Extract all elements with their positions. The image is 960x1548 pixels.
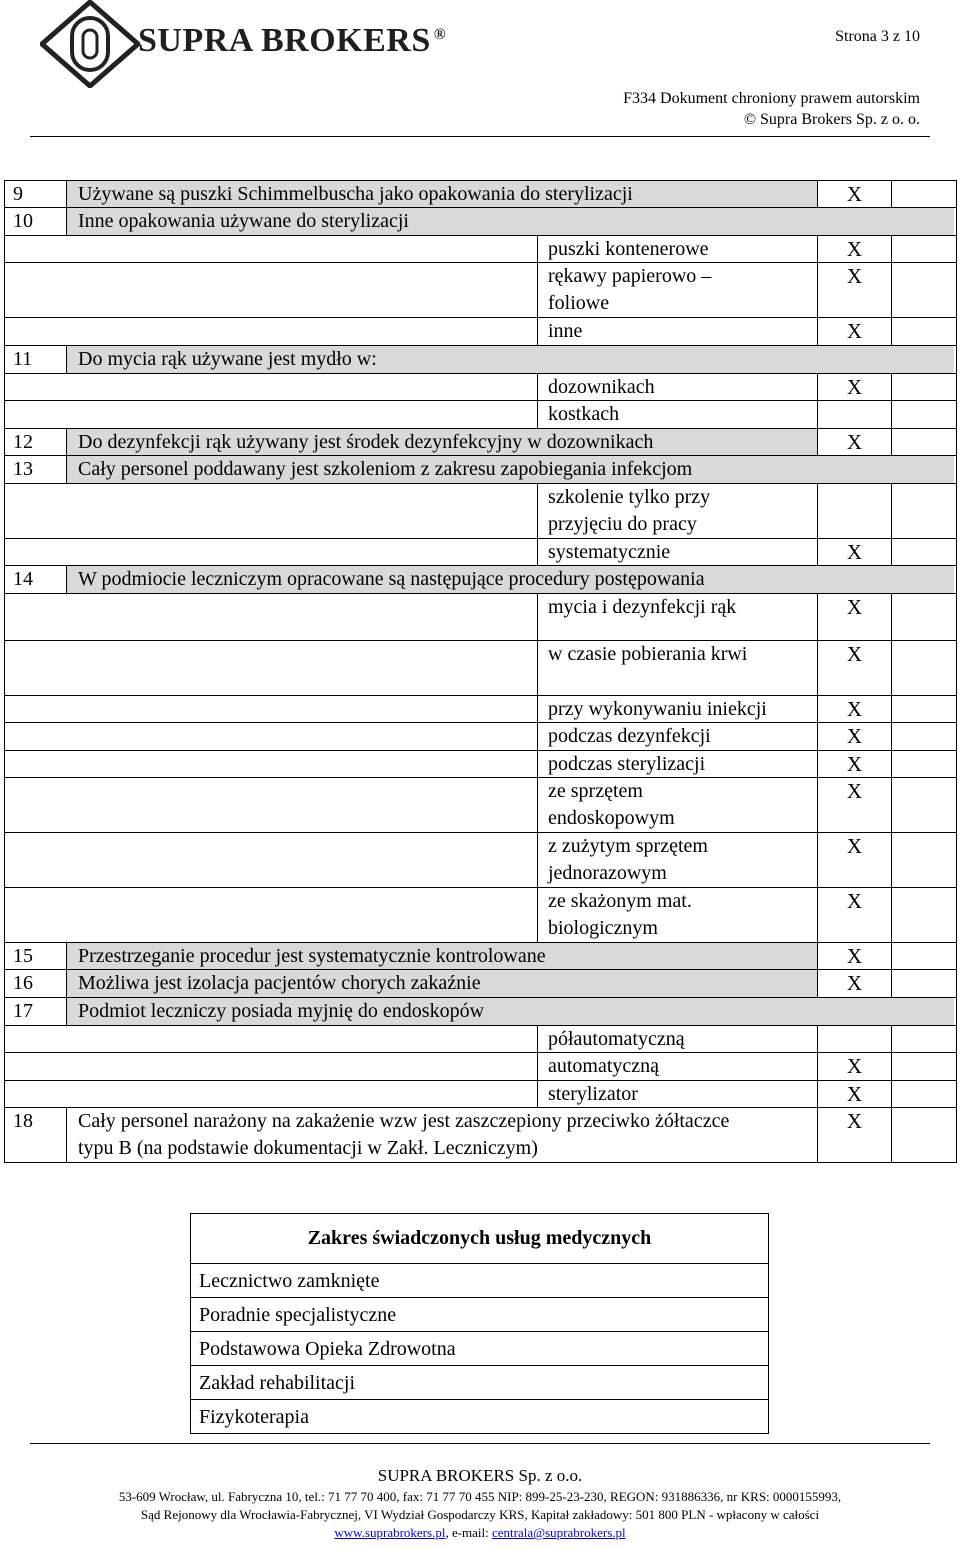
- table-row: [4, 594, 957, 641]
- answer-mark: [817, 1026, 891, 1052]
- empty-cell: [891, 484, 958, 538]
- answer-mark: X: [817, 181, 891, 207]
- empty-cell: [891, 943, 958, 969]
- answer-mark: X: [817, 1108, 891, 1162]
- option-label: rękawy papierowo – foliowe: [537, 263, 742, 317]
- copyright-note: [623, 88, 920, 130]
- option-label: systematycznie: [537, 539, 817, 565]
- empty-cell: [891, 888, 958, 942]
- service-item: Poradnie specjalistyczne: [190, 1298, 769, 1332]
- empty-cell: [891, 429, 958, 455]
- answer-mark: X: [817, 374, 891, 400]
- row-number: 11: [5, 346, 67, 373]
- option-label: puszki kontenerowe: [537, 236, 817, 262]
- empty-cell: [891, 778, 958, 832]
- answer-mark: X: [817, 696, 891, 722]
- question-text: Podmiot leczniczy posiada myjnię do endoskopów: [67, 998, 954, 1025]
- question-text: Do dezynfekcji rąk używany jest środek dezynfekcyjny w dozownikach: [67, 429, 817, 455]
- table-row: [4, 374, 957, 401]
- answer-mark: X: [817, 1053, 891, 1080]
- empty-cell: [891, 1081, 958, 1107]
- row-number: 14: [5, 566, 67, 593]
- table-row: [4, 180, 957, 208]
- table-row: [4, 751, 957, 778]
- answer-mark: X: [817, 641, 891, 695]
- row-number: 13: [5, 456, 67, 483]
- empty-cell: [891, 401, 958, 428]
- row-number: 15: [5, 943, 67, 969]
- empty-cell: [891, 751, 958, 777]
- document-code: F334 Dokument chroniony prawem autorskim: [623, 90, 920, 107]
- question-text: Używane są puszki Schimmelbuscha jako opakowania do sterylizacji: [67, 181, 817, 207]
- footer-company: SUPRA BROKERS Sp. z o.o.: [377, 1466, 583, 1485]
- service-item: Lecznictwo zamknięte: [190, 1264, 769, 1298]
- question-text: Możliwa jest izolacja pacjentów chorych zakaźnie: [67, 970, 817, 997]
- option-label: automatyczną: [537, 1053, 817, 1080]
- registered-mark: ®: [433, 26, 447, 43]
- table-row: [4, 208, 957, 236]
- table-row: [4, 236, 957, 263]
- option-label: podczas sterylizacji: [537, 751, 817, 777]
- answer-mark: [817, 484, 891, 538]
- answer-mark: X: [817, 943, 891, 969]
- empty-cell: [891, 723, 958, 750]
- option-label: kostkach: [537, 401, 817, 428]
- row-number: 17: [5, 998, 67, 1025]
- table-row: [4, 833, 957, 888]
- footer-contact: [0, 1525, 960, 1541]
- option-label: ze sprzętem endoskopowym: [537, 778, 742, 832]
- table-row: [4, 1053, 957, 1081]
- page-number: Strona 3 z 10: [835, 28, 920, 45]
- empty-cell: [891, 374, 958, 400]
- service-item: Zakład rehabilitacji: [190, 1366, 769, 1400]
- row-number: 10: [5, 208, 67, 235]
- table-row: [4, 401, 957, 429]
- row-number: 12: [5, 429, 67, 455]
- table-row: [4, 1108, 957, 1163]
- option-label: sterylizator: [537, 1081, 817, 1107]
- email-label: , e-mail:: [445, 1525, 493, 1540]
- question-text: Do mycia rąk używane jest mydło w:: [67, 346, 954, 373]
- empty-cell: [891, 1053, 958, 1080]
- table-row: [4, 696, 957, 723]
- answer-mark: X: [817, 236, 891, 262]
- question-text: Inne opakowania używane do sterylizacji: [67, 208, 954, 235]
- footer-registry: Sąd Rejonowy dla Wrocławia-Fabrycznej, VI Wydział Gospodarczy KRS, Kapitał zakładowy: 501 800 PLN - wpłacony w całości: [140, 1507, 820, 1522]
- table-row: [4, 1026, 957, 1053]
- service-item: Fizykoterapia: [190, 1400, 769, 1434]
- answer-mark: X: [817, 594, 891, 640]
- header-divider: [30, 136, 930, 137]
- empty-cell: [891, 318, 958, 345]
- copyright-owner: © Supra Brokers Sp. z o. o.: [743, 111, 920, 128]
- answer-mark: X: [817, 751, 891, 777]
- option-label: półautomatyczną: [537, 1026, 817, 1052]
- table-row: [4, 641, 957, 696]
- empty-cell: [891, 696, 958, 722]
- answer-mark: X: [817, 429, 891, 455]
- services-title: Zakres świadczonych usług medycznych: [190, 1213, 769, 1264]
- answer-mark: X: [817, 888, 891, 942]
- empty-cell: [891, 539, 958, 565]
- row-number: 16: [5, 970, 67, 997]
- option-label: ze skażonym mat. biologicznym: [537, 888, 757, 942]
- email-link[interactable]: centrala@suprabrokers.pl: [492, 1525, 626, 1540]
- question-text: W podmiocie leczniczym opracowane są następujące procedury postępowania: [67, 566, 954, 593]
- table-row: [4, 723, 957, 751]
- answer-mark: X: [817, 318, 891, 345]
- table-row: [4, 998, 957, 1026]
- checklist-table: [4, 180, 957, 1163]
- answer-mark: X: [817, 778, 891, 832]
- footer-divider: [30, 1443, 930, 1444]
- website-link[interactable]: www.suprabrokers.pl: [334, 1525, 446, 1540]
- answer-mark: X: [817, 970, 891, 997]
- option-label: szkolenie tylko przy przyjęciu do pracy: [537, 484, 742, 538]
- table-row: [4, 566, 957, 594]
- table-row: [4, 970, 957, 998]
- empty-cell: [891, 970, 958, 997]
- brand-name: SUPRA BROKERS ®: [138, 22, 447, 59]
- service-item: Podstawowa Opieka Zdrowotna: [190, 1332, 769, 1366]
- empty-cell: [891, 236, 958, 262]
- table-row: [4, 346, 957, 374]
- option-label: inne: [537, 318, 817, 345]
- option-label: z zużytym sprzętem jednorazowym: [537, 833, 757, 887]
- answer-mark: X: [817, 1081, 891, 1107]
- footer-address: 53-609 Wrocław, ul. Fabryczna 10, tel.: 71 77 70 400, fax: 71 77 70 455 NIP: 899-25-23-230, REGON: 931886336, nr KRS: 0000155993,: [118, 1489, 842, 1504]
- table-row: [4, 429, 957, 456]
- answer-mark: X: [817, 539, 891, 565]
- supra-brokers-logo: [40, 0, 140, 88]
- services-table: [190, 1213, 769, 1434]
- empty-cell: [891, 181, 958, 207]
- table-row: [4, 456, 957, 484]
- answer-mark: X: [817, 723, 891, 750]
- row-number: 9: [5, 181, 67, 207]
- option-label: dozownikach: [537, 374, 817, 400]
- question-text: Cały personel narażony na zakażenie wzw jest zaszczepiony przeciwko żółtaczce typu B (na podstawie dokumentacji w Zakł. Leczniczym): [78, 1110, 730, 1159]
- empty-cell: [891, 833, 958, 887]
- option-label: w czasie pobierania krwi: [537, 641, 817, 695]
- answer-mark: X: [817, 263, 891, 317]
- answer-mark: [817, 401, 891, 428]
- question-text: Przestrzeganie procedur jest systematycznie kontrolowane: [67, 943, 817, 969]
- table-row: [4, 539, 957, 566]
- empty-cell: [891, 1026, 958, 1052]
- option-label: mycia i dezynfekcji rąk: [537, 594, 817, 640]
- table-row: [4, 1081, 957, 1108]
- table-row: [4, 778, 957, 833]
- table-row: [4, 484, 957, 539]
- empty-cell: [891, 641, 958, 695]
- table-row: [4, 318, 957, 346]
- question-text: Cały personel poddawany jest szkoleniom z zakresu zapobiegania infekcjom: [67, 456, 954, 483]
- table-row: [4, 263, 957, 318]
- option-label: podczas dezynfekcji: [537, 723, 817, 750]
- empty-cell: [891, 594, 958, 640]
- table-row: [4, 888, 957, 943]
- table-row: [4, 943, 957, 970]
- row-number: 18: [5, 1108, 67, 1162]
- empty-cell: [891, 263, 958, 317]
- option-label: przy wykonywaniu iniekcji: [537, 696, 817, 722]
- answer-mark: X: [817, 833, 891, 887]
- empty-cell: [891, 1108, 958, 1162]
